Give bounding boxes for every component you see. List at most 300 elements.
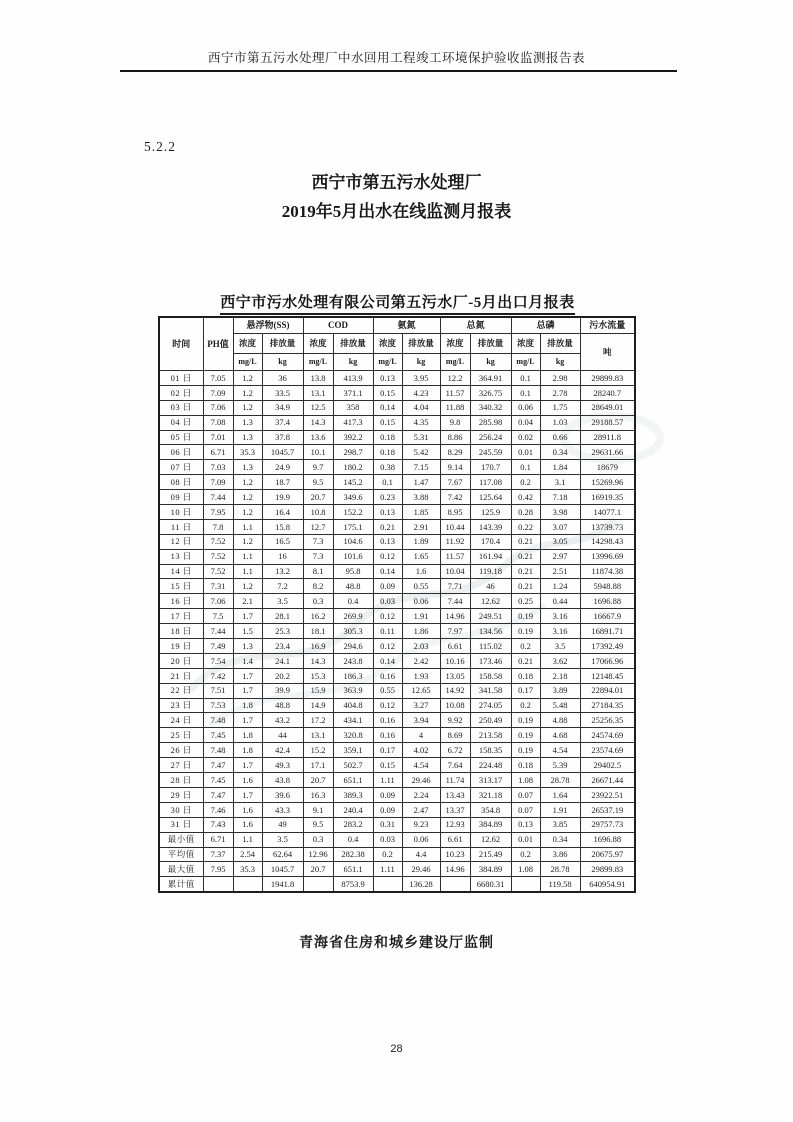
data-cell: 384.89 bbox=[470, 862, 511, 877]
data-cell: 48.8 bbox=[333, 579, 373, 594]
data-cell: 8753.9 bbox=[333, 877, 373, 892]
data-cell: 0.1 bbox=[373, 475, 402, 490]
row-label: 09 日 bbox=[159, 490, 203, 505]
data-cell: 7.64 bbox=[440, 758, 470, 773]
table-row bbox=[159, 683, 635, 698]
data-cell: 0.02 bbox=[511, 430, 540, 445]
data-cell: 0.15 bbox=[373, 385, 402, 400]
data-cell bbox=[203, 877, 233, 892]
data-cell: 14.3 bbox=[303, 415, 333, 430]
data-cell: 7.53 bbox=[203, 698, 233, 713]
table-row bbox=[159, 773, 635, 788]
data-cell: 115.02 bbox=[470, 639, 511, 654]
data-cell: 1.75 bbox=[540, 400, 580, 415]
subcol-conc: 浓度 bbox=[511, 334, 540, 354]
row-label: 最大值 bbox=[159, 862, 203, 877]
row-label: 05 日 bbox=[159, 430, 203, 445]
data-cell: 7.08 bbox=[203, 415, 233, 430]
row-label: 04 日 bbox=[159, 415, 203, 430]
data-cell: 640954.91 bbox=[580, 877, 635, 892]
data-cell: 3.5 bbox=[540, 639, 580, 654]
data-cell: 43.3 bbox=[262, 802, 303, 817]
data-cell: 0.66 bbox=[540, 430, 580, 445]
data-cell: 1.6 bbox=[233, 773, 262, 788]
data-cell: 0.14 bbox=[373, 564, 402, 579]
data-cell: 0.19 bbox=[511, 713, 540, 728]
table-row bbox=[159, 371, 635, 386]
table-row bbox=[159, 668, 635, 683]
data-cell: 0.13 bbox=[373, 371, 402, 386]
data-cell: 215.49 bbox=[470, 847, 511, 862]
data-cell: 3.85 bbox=[540, 817, 580, 832]
doc-title-line2: 2019年5月出水在线监测月报表 bbox=[281, 202, 512, 221]
data-cell: 651.1 bbox=[333, 773, 373, 788]
data-cell: 282.38 bbox=[333, 847, 373, 862]
data-cell: 0.09 bbox=[373, 802, 402, 817]
data-cell: 25256.35 bbox=[580, 713, 635, 728]
data-cell: 1.89 bbox=[402, 534, 440, 549]
data-cell: 12148.45 bbox=[580, 668, 635, 683]
data-cell: 16919.35 bbox=[580, 490, 635, 505]
data-cell: 3.1 bbox=[540, 475, 580, 490]
data-cell: 7.05 bbox=[203, 371, 233, 386]
data-cell: 0.01 bbox=[511, 445, 540, 460]
data-cell: 8.29 bbox=[440, 445, 470, 460]
data-cell: 20.2 bbox=[262, 668, 303, 683]
data-cell: 326.75 bbox=[470, 385, 511, 400]
data-cell: 1.47 bbox=[402, 475, 440, 490]
data-cell: 10.08 bbox=[440, 698, 470, 713]
table-row bbox=[159, 579, 635, 594]
data-cell: 22894.01 bbox=[580, 683, 635, 698]
data-cell: 7.46 bbox=[203, 802, 233, 817]
flow-unit: 吨 bbox=[580, 334, 635, 371]
data-cell: 1.86 bbox=[402, 624, 440, 639]
data-cell: 134.56 bbox=[470, 624, 511, 639]
data-cell: 3.16 bbox=[540, 624, 580, 639]
data-cell: 0.23 bbox=[373, 490, 402, 505]
table-row bbox=[159, 609, 635, 624]
data-cell: 43.2 bbox=[262, 713, 303, 728]
data-cell: 1.7 bbox=[233, 787, 262, 802]
data-cell: 0.21 bbox=[511, 534, 540, 549]
data-cell: 2.51 bbox=[540, 564, 580, 579]
data-cell: 1.7 bbox=[233, 668, 262, 683]
subcol-conc: 浓度 bbox=[303, 334, 333, 354]
data-cell: 269.9 bbox=[333, 609, 373, 624]
data-cell: 29.46 bbox=[402, 773, 440, 788]
data-cell: 48.8 bbox=[262, 698, 303, 713]
data-cell: 1.2 bbox=[233, 534, 262, 549]
data-cell: 10.8 bbox=[303, 505, 333, 520]
row-label: 02 日 bbox=[159, 385, 203, 400]
data-cell: 0.09 bbox=[373, 579, 402, 594]
data-cell: 3.86 bbox=[540, 847, 580, 862]
data-cell: 4.35 bbox=[402, 415, 440, 430]
data-cell: 4.54 bbox=[540, 743, 580, 758]
data-cell: 35.3 bbox=[233, 862, 262, 877]
data-cell: 0.12 bbox=[373, 639, 402, 654]
data-cell: 152.2 bbox=[333, 505, 373, 520]
data-cell: 23574.69 bbox=[580, 743, 635, 758]
data-cell: 7.44 bbox=[440, 594, 470, 609]
data-cell: 0.11 bbox=[373, 624, 402, 639]
data-cell: 0.21 bbox=[511, 564, 540, 579]
summary-row bbox=[159, 847, 635, 862]
table-row bbox=[159, 549, 635, 564]
table-row bbox=[159, 594, 635, 609]
row-label: 22 日 bbox=[159, 683, 203, 698]
data-cell: 7.37 bbox=[203, 847, 233, 862]
data-cell: 6.72 bbox=[440, 743, 470, 758]
data-cell: 371.1 bbox=[333, 385, 373, 400]
data-cell: 26537.19 bbox=[580, 802, 635, 817]
data-cell: 7.15 bbox=[402, 460, 440, 475]
data-cell: 0.1 bbox=[511, 460, 540, 475]
data-cell: 0.25 bbox=[511, 594, 540, 609]
data-cell: 4.54 bbox=[402, 758, 440, 773]
data-cell: 8.1 bbox=[303, 564, 333, 579]
data-cell: 305.3 bbox=[333, 624, 373, 639]
data-cell: 136.28 bbox=[402, 877, 440, 892]
row-label: 12 日 bbox=[159, 534, 203, 549]
data-cell: 143.39 bbox=[470, 519, 511, 534]
data-cell: 1.5 bbox=[233, 624, 262, 639]
row-label: 17 日 bbox=[159, 609, 203, 624]
row-label: 平均值 bbox=[159, 847, 203, 862]
col-group-cod: COD bbox=[303, 317, 373, 334]
row-label: 18 日 bbox=[159, 624, 203, 639]
report-header-title: 西宁市第五污水处理厂中水回用工程竣工环境保护验收监测报告表 bbox=[207, 51, 585, 65]
data-cell bbox=[440, 877, 470, 892]
data-cell: 340.32 bbox=[470, 400, 511, 415]
data-cell: 1.1 bbox=[233, 549, 262, 564]
data-cell: 7.49 bbox=[203, 639, 233, 654]
table-row bbox=[159, 534, 635, 549]
data-cell: 0.18 bbox=[373, 445, 402, 460]
data-cell: 9.14 bbox=[440, 460, 470, 475]
data-cell: 7.47 bbox=[203, 787, 233, 802]
data-cell: 101.6 bbox=[333, 549, 373, 564]
data-cell: 9.1 bbox=[303, 802, 333, 817]
row-label: 15 日 bbox=[159, 579, 203, 594]
monthly-report-table-block bbox=[158, 291, 637, 893]
data-cell: 17066.96 bbox=[580, 653, 635, 668]
data-cell: 2.18 bbox=[540, 668, 580, 683]
data-cell: 2.98 bbox=[540, 371, 580, 386]
data-cell: 7.09 bbox=[203, 475, 233, 490]
data-cell: 0.17 bbox=[511, 683, 540, 698]
col-header-time: 时间 bbox=[159, 317, 203, 371]
table-row bbox=[159, 817, 635, 832]
data-cell: 1.1 bbox=[233, 564, 262, 579]
data-cell: 320.8 bbox=[333, 728, 373, 743]
data-cell: 0.01 bbox=[511, 832, 540, 847]
row-label: 26 日 bbox=[159, 743, 203, 758]
data-cell: 28911.8 bbox=[580, 430, 635, 445]
data-cell: 0.1 bbox=[511, 385, 540, 400]
row-label: 最小值 bbox=[159, 832, 203, 847]
data-cell: 1696.88 bbox=[580, 594, 635, 609]
row-label: 10 日 bbox=[159, 505, 203, 520]
data-cell: 11.57 bbox=[440, 385, 470, 400]
data-cell: 250.49 bbox=[470, 713, 511, 728]
data-cell: 180.2 bbox=[333, 460, 373, 475]
data-cell: 6.71 bbox=[203, 445, 233, 460]
data-cell: 12.62 bbox=[470, 594, 511, 609]
data-cell: 1.2 bbox=[233, 400, 262, 415]
data-cell: 16.4 bbox=[262, 505, 303, 520]
data-cell: 10.04 bbox=[440, 564, 470, 579]
data-cell: 26671.44 bbox=[580, 773, 635, 788]
data-cell: 1.2 bbox=[233, 371, 262, 386]
data-cell: 5948.88 bbox=[580, 579, 635, 594]
table-row bbox=[159, 743, 635, 758]
data-cell: 16667.9 bbox=[580, 609, 635, 624]
data-cell: 37.8 bbox=[262, 430, 303, 445]
data-cell: 8.69 bbox=[440, 728, 470, 743]
data-cell: 7.42 bbox=[440, 490, 470, 505]
data-cell: 1.03 bbox=[540, 415, 580, 430]
col-group-nh3n: 氨氮 bbox=[373, 317, 440, 334]
data-cell: 13739.73 bbox=[580, 519, 635, 534]
data-cell: 16.5 bbox=[262, 534, 303, 549]
data-cell: 158.35 bbox=[470, 743, 511, 758]
data-cell: 651.1 bbox=[333, 862, 373, 877]
table-row bbox=[159, 385, 635, 400]
row-label: 24 日 bbox=[159, 713, 203, 728]
data-cell: 7.18 bbox=[540, 490, 580, 505]
data-cell: 274.05 bbox=[470, 698, 511, 713]
data-cell: 1.2 bbox=[233, 385, 262, 400]
data-cell: 243.8 bbox=[333, 653, 373, 668]
data-cell: 13.1 bbox=[303, 728, 333, 743]
data-cell: 0.06 bbox=[402, 594, 440, 609]
data-cell: 7.48 bbox=[203, 713, 233, 728]
row-label: 03 日 bbox=[159, 400, 203, 415]
data-cell: 46 bbox=[470, 579, 511, 594]
data-cell: 7.5 bbox=[203, 609, 233, 624]
data-cell: 3.16 bbox=[540, 609, 580, 624]
data-cell: 7.09 bbox=[203, 385, 233, 400]
data-cell: 1.2 bbox=[233, 475, 262, 490]
data-cell: 1.3 bbox=[233, 415, 262, 430]
data-cell: 0.19 bbox=[511, 624, 540, 639]
data-cell: 0.31 bbox=[373, 817, 402, 832]
row-label: 30 日 bbox=[159, 802, 203, 817]
data-cell: 0.07 bbox=[511, 787, 540, 802]
data-cell: 16.9 bbox=[303, 639, 333, 654]
data-cell: 7.95 bbox=[203, 505, 233, 520]
data-cell: 0.04 bbox=[511, 415, 540, 430]
data-cell: 170.7 bbox=[470, 460, 511, 475]
data-cell: 1.8 bbox=[233, 698, 262, 713]
table-row bbox=[159, 728, 635, 743]
data-cell: 15269.96 bbox=[580, 475, 635, 490]
data-cell: 14298.43 bbox=[580, 534, 635, 549]
data-cell: 9.23 bbox=[402, 817, 440, 832]
data-cell: 2.03 bbox=[402, 639, 440, 654]
data-cell bbox=[511, 877, 540, 892]
data-cell: 2.97 bbox=[540, 549, 580, 564]
data-cell: 1.7 bbox=[233, 758, 262, 773]
data-cell: 34.9 bbox=[262, 400, 303, 415]
data-cell: 213.58 bbox=[470, 728, 511, 743]
table-row bbox=[159, 490, 635, 505]
data-cell: 7.45 bbox=[203, 773, 233, 788]
data-cell: 10.23 bbox=[440, 847, 470, 862]
data-cell: 7.44 bbox=[203, 490, 233, 505]
data-cell: 4.68 bbox=[540, 728, 580, 743]
data-cell: 12.62 bbox=[470, 832, 511, 847]
data-cell: 24.9 bbox=[262, 460, 303, 475]
data-cell: 0.28 bbox=[511, 505, 540, 520]
data-cell: 12.93 bbox=[440, 817, 470, 832]
data-cell: 13.8 bbox=[303, 371, 333, 386]
data-cell: 283.2 bbox=[333, 817, 373, 832]
data-cell: 358 bbox=[333, 400, 373, 415]
subcol-load: 排放量 bbox=[540, 334, 580, 354]
data-cell: 0.34 bbox=[540, 445, 580, 460]
unit-mgl: mg/L bbox=[373, 354, 402, 371]
data-cell: 4.04 bbox=[402, 400, 440, 415]
data-cell: 15.3 bbox=[303, 668, 333, 683]
data-cell: 1.7 bbox=[233, 609, 262, 624]
data-cell: 1.24 bbox=[540, 579, 580, 594]
data-cell: 3.88 bbox=[402, 490, 440, 505]
subcol-load: 排放量 bbox=[262, 334, 303, 354]
table-row bbox=[159, 787, 635, 802]
data-cell: 389.3 bbox=[333, 787, 373, 802]
data-cell: 17.2 bbox=[303, 713, 333, 728]
data-cell: 18679 bbox=[580, 460, 635, 475]
unit-kg: kg bbox=[402, 354, 440, 371]
data-cell: 3.07 bbox=[540, 519, 580, 534]
data-cell: 28240.7 bbox=[580, 385, 635, 400]
data-cell: 44 bbox=[262, 728, 303, 743]
data-cell: 0.09 bbox=[373, 787, 402, 802]
data-cell: 384.89 bbox=[470, 817, 511, 832]
data-cell bbox=[373, 877, 402, 892]
data-cell: 4.4 bbox=[402, 847, 440, 862]
data-cell: 18.7 bbox=[262, 475, 303, 490]
data-cell: 29631.66 bbox=[580, 445, 635, 460]
row-label: 21 日 bbox=[159, 668, 203, 683]
data-cell: 0.21 bbox=[373, 519, 402, 534]
data-cell: 14.92 bbox=[440, 683, 470, 698]
data-cell: 5.42 bbox=[402, 445, 440, 460]
data-cell: 1.3 bbox=[233, 460, 262, 475]
data-cell: 1.8 bbox=[233, 743, 262, 758]
data-cell: 49.3 bbox=[262, 758, 303, 773]
data-cell: 1.4 bbox=[233, 653, 262, 668]
data-cell: 0.16 bbox=[373, 728, 402, 743]
data-cell: 11874.38 bbox=[580, 564, 635, 579]
data-cell: 0.15 bbox=[373, 415, 402, 430]
data-cell: 9.7 bbox=[303, 460, 333, 475]
data-cell: 392.2 bbox=[333, 430, 373, 445]
data-cell: 11.88 bbox=[440, 400, 470, 415]
row-label: 08 日 bbox=[159, 475, 203, 490]
data-cell: 1.84 bbox=[540, 460, 580, 475]
data-cell: 7.48 bbox=[203, 743, 233, 758]
data-cell: 7.52 bbox=[203, 534, 233, 549]
data-cell: 0.12 bbox=[373, 609, 402, 624]
data-cell: 1.6 bbox=[233, 817, 262, 832]
unit-mgl: mg/L bbox=[440, 354, 470, 371]
data-cell: 104.6 bbox=[333, 534, 373, 549]
data-cell: 249.51 bbox=[470, 609, 511, 624]
row-label: 27 日 bbox=[159, 758, 203, 773]
data-cell: 3.5 bbox=[262, 594, 303, 609]
data-cell: 2.91 bbox=[402, 519, 440, 534]
data-cell: 14077.1 bbox=[580, 505, 635, 520]
data-cell: 502.7 bbox=[333, 758, 373, 773]
data-cell: 7.42 bbox=[203, 668, 233, 683]
data-cell: 2.54 bbox=[233, 847, 262, 862]
data-cell bbox=[303, 877, 333, 892]
data-cell: 13.43 bbox=[440, 787, 470, 802]
unit-kg: kg bbox=[470, 354, 511, 371]
header-row-groups bbox=[159, 317, 635, 334]
data-cell: 0.3 bbox=[303, 594, 333, 609]
table-row bbox=[159, 505, 635, 520]
data-cell: 1.2 bbox=[233, 505, 262, 520]
col-group-tp: 总磷 bbox=[511, 317, 580, 334]
table-row bbox=[159, 400, 635, 415]
row-label: 14 日 bbox=[159, 564, 203, 579]
data-cell: 3.98 bbox=[540, 505, 580, 520]
data-cell: 27184.35 bbox=[580, 698, 635, 713]
data-cell: 0.2 bbox=[511, 847, 540, 862]
data-cell: 145.2 bbox=[333, 475, 373, 490]
data-cell: 29757.73 bbox=[580, 817, 635, 832]
data-cell: 0.14 bbox=[373, 400, 402, 415]
data-cell: 49 bbox=[262, 817, 303, 832]
table-title: 西宁市污水处理有限公司第五污水厂-5月出口月报表 bbox=[158, 291, 637, 315]
data-cell: 0.19 bbox=[511, 609, 540, 624]
data-cell: 0.3 bbox=[303, 832, 333, 847]
data-cell: 434.1 bbox=[333, 713, 373, 728]
data-cell: 341.58 bbox=[470, 683, 511, 698]
data-cell: 0.2 bbox=[511, 639, 540, 654]
data-cell: 359.1 bbox=[333, 743, 373, 758]
data-cell: 0.55 bbox=[402, 579, 440, 594]
data-cell: 5.31 bbox=[402, 430, 440, 445]
data-cell: 7.01 bbox=[203, 430, 233, 445]
row-label: 06 日 bbox=[159, 445, 203, 460]
data-cell: 0.21 bbox=[511, 579, 540, 594]
data-cell: 240.4 bbox=[333, 802, 373, 817]
data-cell: 29899.83 bbox=[580, 862, 635, 877]
data-cell: 18.1 bbox=[303, 624, 333, 639]
data-cell: 0.15 bbox=[373, 758, 402, 773]
data-cell: 1.7 bbox=[233, 713, 262, 728]
subcol-conc: 浓度 bbox=[233, 334, 262, 354]
data-cell: 0.1 bbox=[511, 371, 540, 386]
data-cell: 2.47 bbox=[402, 802, 440, 817]
data-cell: 12.65 bbox=[402, 683, 440, 698]
data-cell: 7.03 bbox=[203, 460, 233, 475]
data-cell: 12.7 bbox=[303, 519, 333, 534]
data-cell: 43.8 bbox=[262, 773, 303, 788]
data-cell: 23.4 bbox=[262, 639, 303, 654]
data-cell: 39.9 bbox=[262, 683, 303, 698]
data-cell: 0.12 bbox=[373, 698, 402, 713]
data-cell: 1.6 bbox=[233, 802, 262, 817]
data-cell: 10.1 bbox=[303, 445, 333, 460]
doc-title bbox=[0, 168, 793, 226]
